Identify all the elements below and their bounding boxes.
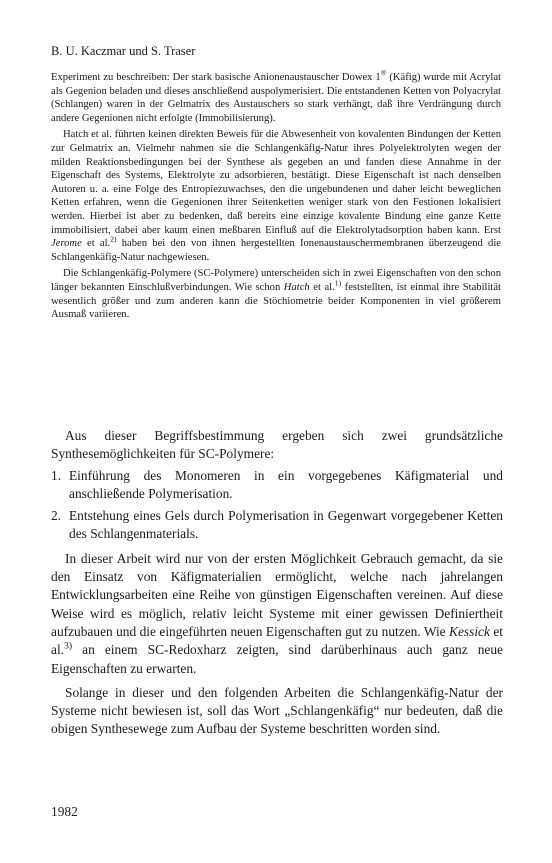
reference-marker: 1) (334, 278, 342, 288)
author-name-kessick: Kessick (449, 623, 490, 639)
list-item (51, 467, 503, 504)
author-name-hatch: Hatch (283, 281, 310, 293)
body-paragraph-1: In dieser Arbeit wird nur von der ersten Möglichkeit Gebrauch gemacht, da sie den Einsatz von Käfigmaterialien ermöglicht, welche nach jahrelangen Entwicklungsarbeiten eine Reihe von günstigen Eigenschaften vereinen. Auf diese Weise wird es möglich, relativ leicht Systeme mit einer gewissen Definiertheit aufzubauen und die eingeführten neuen Eigenschaften gut zu nutzen. Wie Kessick et al.$^{3)}$ an einem SC-Redoxharz zeigten, sind darüberhinaus auch ganz neue Eigenschaften zu erwarten. (51, 550, 503, 676)
running-header: B. U. Kaczmar und S. Traser (51, 44, 196, 58)
list-item (51, 507, 503, 544)
main-text-section (51, 427, 503, 739)
synthesis-list (51, 467, 503, 544)
list-item-text: Einführung des Monomeren in ein vorgegebenes Käfigmaterial und anschließende Polymerisation. (69, 467, 503, 501)
small-paragraph-1: Experiment zu beschreiben: Der stark basische Anionenaustauscher Dowex 1® (Käfig) wurde mit Acrylat als Gegenion beladen und dieses anschließend auspolymerisiert. Die entstandenen Ketten von Polyacrylat (Schlangen) waren in der Gelmatrix des Austauschers so stark verhängt, daß ihre Verdrängung durch andere Gegenionen nicht erfolgte (Immobilisierung). (51, 68, 501, 124)
list-item-text: Entstehung eines Gels durch Polymerisation in Gegenwart vorgegebener Ketten des Schlangenmaterials. (69, 508, 503, 542)
page-number: 1982 (51, 804, 78, 819)
body-paragraph-2: Solange in dieser und den folgenden Arbeiten die Schlangenkäfig-Natur der Systeme nicht bewiesen ist, soll das Wort „Schlangenkäfig“ nur bedeuten, daß die obigen Synthesewege zum Aufbau der Systeme beschritten worden sind. (51, 684, 503, 737)
author-name-jerome: Jerome (51, 238, 82, 250)
reference-marker: 3) (64, 640, 73, 652)
small-print-section (51, 68, 501, 322)
list-item-number: 2. (51, 508, 62, 524)
list-item-number: 1. (51, 467, 62, 483)
small-paragraph-2: Hatch et al. führten keinen direkten Beweis für die Abwesenheit von kovalenten Bindungen der Ketten zur Gelmatrix an. Vielmehr nahmen sie die Schlangenkäfig-Natur ihres Polyelektrolyten wegen der milden Reaktionsbedingungen bei der Synthese als gegeben an und fanden diese Annahme in der Eigenschaft des Systems, Elektrolyte zu adsorbieren, bestätigt. Diese Eigenschaft ist nach denselben Autoren u. a. eine Folge des Entropiezuwachses, den die ungebundenen und daher leicht beweglichen Ketten erfahren, wenn die Gegenionen ihrer Seitenketten weniger stark von den Festionen lokalisiert werden. Hierbei ist aber zu bedenken, daß bereits eine einzige kovalente Bindung eine ganze Kette immobilisiert, dabei aber kaum einen meßbaren Einfluß auf die Elektrolytadsorption haben kann. Erst Jerome et al.$^{2)}$ haben bei den von ihnen hergestellten Ionenaustauschermembranen überzeugend die Schlangenkäfig-Natur nachgewiesen. (51, 129, 501, 263)
reference-marker: 2) (110, 234, 117, 244)
small-paragraph-3: Die Schlangenkäfig-Polymere (SC-Polymere) unterscheiden sich in zwei Eigenschaften von den schon länger bekannten Einschlußverbindungen. Wie schon Hatch et al.$^{1)}$ feststellten, ist einmal ihre Stabilität wesentlich größer und zum anderen kann die Stöchiometrie beider Komponenten in viel größerem Ausmaß variieren. (51, 268, 501, 321)
intro-paragraph: Aus dieser Begriffsbestimmung ergeben sich zwei grundsätzliche Synthesemöglichkeiten für SC-Polymere: (51, 428, 503, 462)
